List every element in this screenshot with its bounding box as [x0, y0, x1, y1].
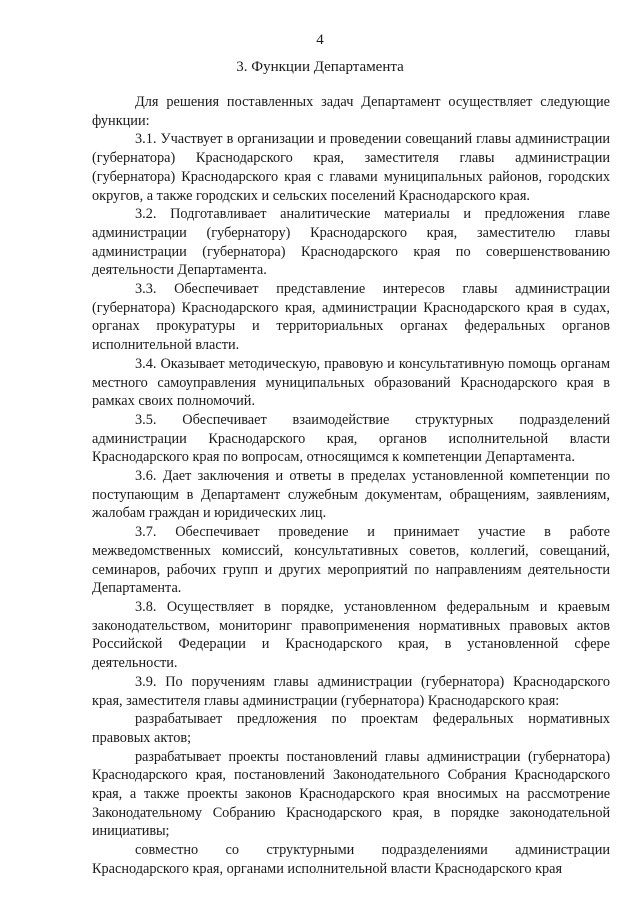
section-title: 3. Функции Департамента — [236, 59, 404, 75]
paragraph-3-5: 3.5. Обеспечивает взаимодействие структурных подразделений администрации Краснодарского края, органов исполнительной власти Краснодарского края по вопросам, относящимся к компетенции Департамента. — [92, 411, 610, 466]
paragraph-3-7: 3.7. Обеспечивает проведение и принимает участие в работе межведомственных комиссий, консультативных советов, коллегий, совещаний, семинаров, рабочих групп и других мероприятий по направлениям деятельности Департамента. — [92, 524, 610, 597]
paragraph-3-3: 3.3. Обеспечивает представление интересов главы администрации (губернатора) Краснодарского края, администрации Краснодарского края в судах, органах прокуратуры и территориальных органах федеральных органов исполнительной власти. — [92, 281, 610, 354]
paragraph-3-2: 3.2. Подготавливает аналитические материалы и предложения главе администрации (губернатору) Краснодарского края, заместителю главы администрации (губернатора) Краснодарского края по совершенствованию деятельности Департамента. — [92, 206, 610, 279]
body-text — [92, 93, 610, 879]
paragraph-3-9-item-2: разрабатывает проекты постановлений главы администрации (губернатора) Краснодарского края, постановлений Законодательного Собрания Краснодарского края, а также проекты законов Краснодарского края вносимых на рассмотрение Законодательному Собранию Краснодарского края, в порядке законодательной инициативы; — [92, 748, 610, 840]
paragraph-3-4: 3.4. Оказывает методическую, правовую и консультативную помощь органам местного самоуправления муниципальных образований Краснодарского края в рамках своих полномочий. — [92, 355, 610, 410]
paragraph-3-8: 3.8. Осуществляет в порядке, установленном федеральным и краевым законодательством, мониторинг правоприменения нормативных правовых актов Российской Федерации и Краснодарского края, в установленной сфере деятельности. — [92, 598, 610, 672]
paragraph-3-9-item-3: совместно со структурными подразделениями администрации Краснодарского края, органами исполнительной власти Краснодарского края — [92, 842, 610, 877]
paragraph-3-9-item-1: разрабатывает предложения по проектам федеральных нормативных правовых актов; — [92, 711, 610, 746]
paragraph-3-6: 3.6. Дает заключения и ответы в пределах установленной компетенции по поступающим в Департамент служебным документам, обращениям, заявлениям, жалобам граждан и юридических лиц. — [92, 468, 610, 522]
page-number: 4 — [316, 32, 324, 48]
paragraph-3-9: 3.9. По поручениям главы администрации (губернатора) Краснодарского края, заместителя главы администрации (губернатора) Краснодарского края: — [92, 673, 610, 709]
paragraph-intro: Для решения поставленных задач Департамент осуществляет следующие функции: — [92, 94, 610, 129]
paragraph-3-1: 3.1. Участвует в организации и проведении совещаний главы администрации (губернатора) Краснодарского края, заместителя главы администрации (губернатора) Краснодарского края с главами муниципальных районов, городских округов, а также городских и сельских поселений Краснодарского края. — [92, 131, 610, 204]
